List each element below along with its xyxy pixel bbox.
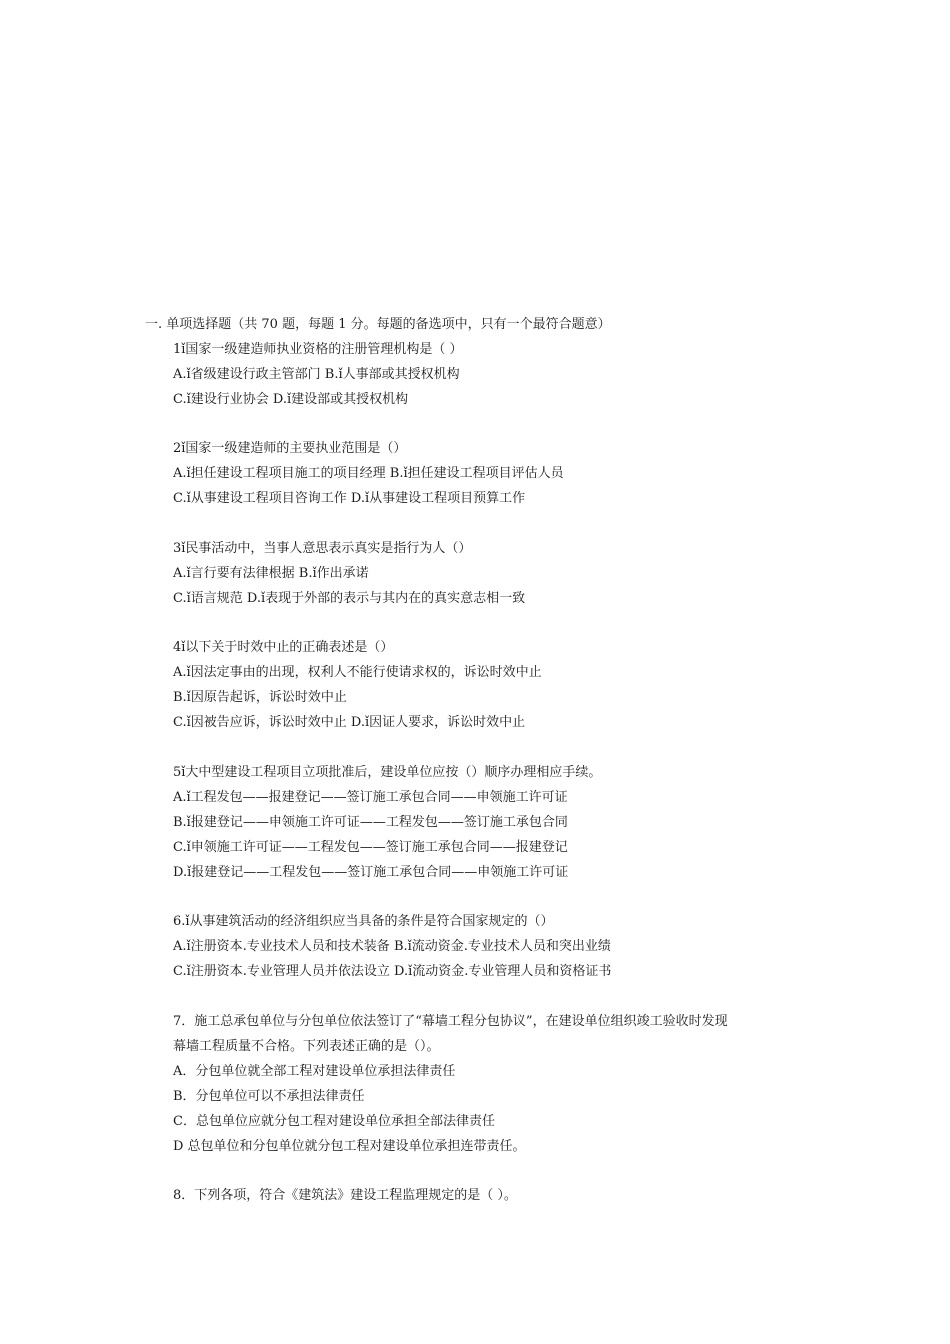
question-7-option-line: A．分包单位就全部工程对建设单位承担法律责任 <box>173 1064 456 1079</box>
section-heading: 一. 单项选择题（共 70 题，每题 1 分。每题的备选项中，只有一个最符合题意） <box>145 317 611 332</box>
question-1-option-line: A.ǐ省级建设行政主管部门 B.ǐ人事部或其授权机构 <box>173 367 460 382</box>
question-6-option-line: C.ǐ注册资本.专业管理人员并依法设立 D.ǐ流动资金.专业管理人员和资格证书 <box>173 964 612 979</box>
question-3-option-line: A.ǐ言行要有法律根据 B.ǐ作出承诺 <box>173 566 369 581</box>
question-5-stem: 5ǐ大中型建设工程项目立项批准后，建设单位应按（）顺序办理相应手续。 <box>173 765 602 780</box>
question-7-option-line: B．分包单位可以不承担法律责任 <box>173 1089 365 1104</box>
question-3-stem: 3ǐ民事活动中，当事人意思表示真实是指行为人（） <box>173 541 472 556</box>
question-6-option-line: A.ǐ注册资本.专业技术人员和技术装备 B.ǐ流动资金.专业技术人员和突出业绩 <box>173 939 611 954</box>
question-5-option-line: C.ǐ申领施工许可证——工程发包——签订施工承包合同——报建登记 <box>173 840 568 855</box>
question-5-option-line: B.ǐ报建登记——申领施工许可证——工程发包——签订施工承包合同 <box>173 815 568 830</box>
question-4-stem: 4ǐ以下关于时效中止的正确表述是（） <box>173 640 394 655</box>
question-5-option-line: D.ǐ报建登记——工程发包——签订施工承包合同——申领施工许可证 <box>173 865 569 880</box>
question-4-option-line: A.ǐ因法定事由的出现，权利人不能行使请求权的，诉讼时效中止 <box>173 665 542 680</box>
question-1-stem: 1ǐ国家一级建造师执业资格的注册管理机构是（ ） <box>173 342 463 357</box>
question-7-option-line: D 总包单位和分包单位就分包工程对建设单位承担连带责任。 <box>173 1139 526 1154</box>
question-4-option-line: C.ǐ因被告应诉，诉讼时效中止 D.ǐ因证人要求，诉讼时效中止 <box>173 715 526 730</box>
question-6-stem: 6.ǐ从事建筑活动的经济组织应当具备的条件是符合国家规定的（） <box>173 914 554 929</box>
question-5-option-line: A.ǐ工程发包——报建登记——签订施工承包合同——申领施工许可证 <box>173 790 568 805</box>
question-3-option-line: C.ǐ语言规范 D.ǐ表现于外部的表示与其内在的真实意志相一致 <box>173 591 526 606</box>
question-4-option-line: B.ǐ因原告起诉，诉讼时效中止 <box>173 690 347 705</box>
question-7-option-line: C．总包单位应就分包工程对建设单位承担全部法律责任 <box>173 1114 495 1129</box>
question-7-stem-continued: 幕墙工程质量不合格。下列表述正确的是（）。 <box>173 1039 440 1054</box>
question-8-stem: 8．下列各项，符合《建筑法》建设工程监理规定的是（ ）。 <box>173 1188 517 1203</box>
question-7-stem: 7．施工总承包单位与分包单位依法签订了“幕墙工程分包协议”，在建设单位组织竣工验收时发现 <box>173 1014 728 1029</box>
question-2-option-line: C.ǐ从事建设工程项目咨询工作 D.ǐ从事建设工程项目预算工作 <box>173 491 526 506</box>
question-1-option-line: C.ǐ建设行业协会 D.ǐ建设部或其授权机构 <box>173 392 409 407</box>
question-2-stem: 2ǐ国家一级建造师的主要执业范围是（） <box>173 441 407 456</box>
question-2-option-line: A.ǐ担任建设工程项目施工的项目经理 B.ǐ担任建设工程项目评估人员 <box>173 466 564 481</box>
